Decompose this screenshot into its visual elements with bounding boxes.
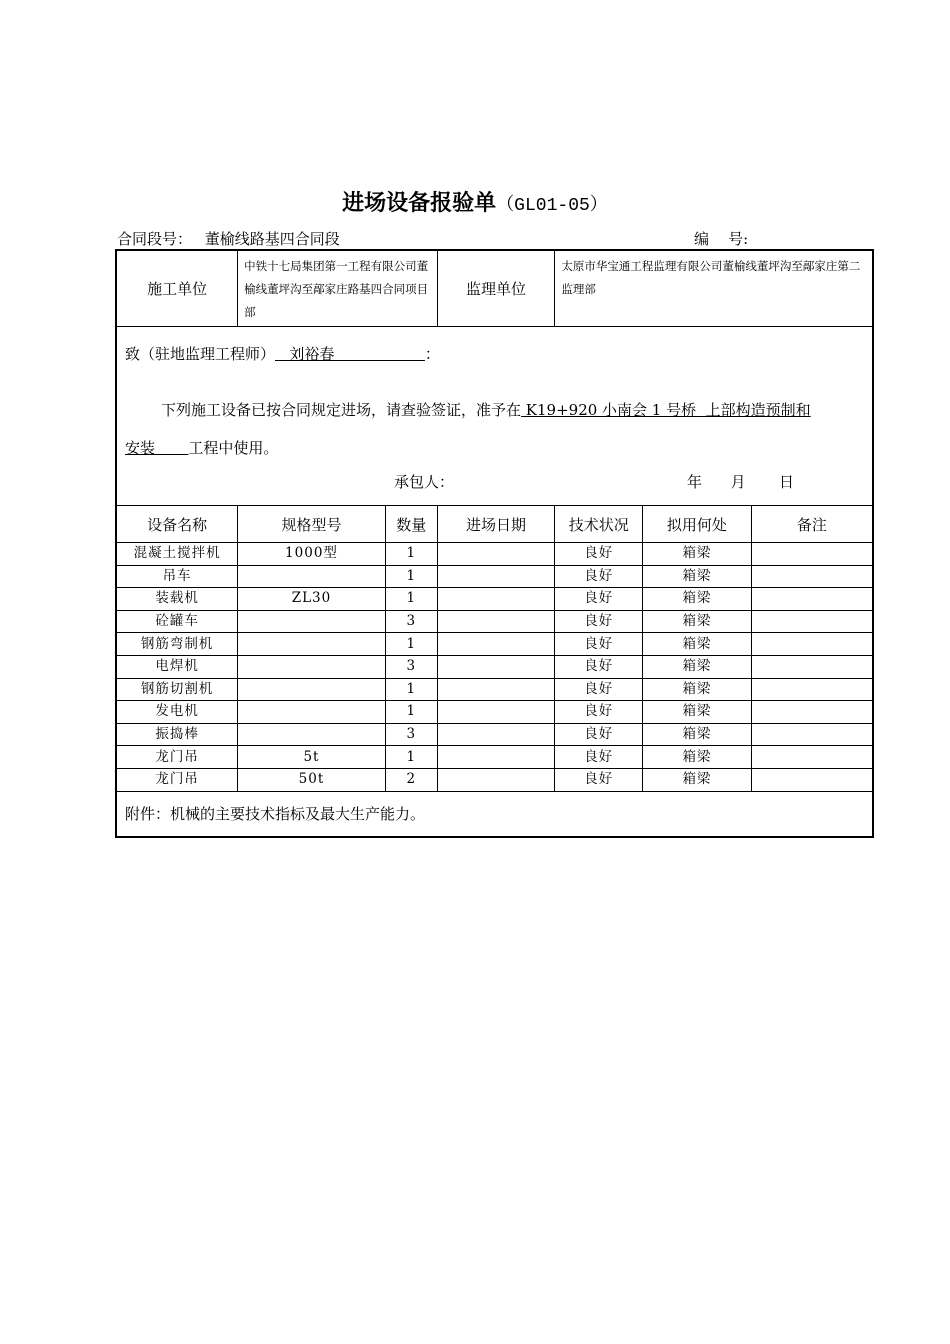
addressee-line (125, 343, 440, 364)
cell-quantity: 1 (385, 746, 437, 769)
work-location-continued: 安装 (125, 439, 189, 457)
contract-value: 董榆线路基四合同段 (204, 230, 340, 248)
cell-entry-date (437, 701, 555, 724)
cell-quantity: 1 (385, 633, 437, 656)
request-letter (116, 327, 873, 506)
header-condition: 技术状况 (555, 506, 643, 543)
cell-condition: 良好 (555, 701, 643, 724)
cell-entry-date (437, 768, 555, 791)
cell-intended-use: 箱梁 (643, 723, 752, 746)
request-body-continued (125, 437, 278, 458)
cell-intended-use: 箱梁 (643, 588, 752, 611)
header-quantity: 数量 (385, 506, 437, 543)
date-field: 年 月 日 (687, 473, 794, 491)
contract-section (117, 228, 340, 249)
cell-intended-use: 箱梁 (643, 543, 752, 566)
cell-condition: 良好 (555, 746, 643, 769)
cell-remarks (751, 655, 873, 678)
cell-quantity: 1 (385, 565, 437, 588)
cell-model: ZL30 (238, 588, 386, 611)
supervisor-label: 监理单位 (437, 250, 555, 327)
contractor-value: 中铁十七局集团第一工程有限公司董榆线董坪沟至鄗家庄路基四合同项目部 (238, 250, 438, 327)
cell-remarks (751, 610, 873, 633)
cell-condition: 良好 (555, 678, 643, 701)
cell-quantity: 1 (385, 543, 437, 566)
cell-equipment-name: 龙门吊 (116, 746, 238, 769)
cell-condition: 良好 (555, 565, 643, 588)
cell-intended-use: 箱梁 (643, 701, 752, 724)
request-body (161, 399, 811, 420)
table-row (116, 746, 873, 769)
cell-intended-use: 箱梁 (643, 565, 752, 588)
table-row (116, 588, 873, 611)
cell-intended-use: 箱梁 (643, 633, 752, 656)
cell-entry-date (437, 588, 555, 611)
addressee-suffix: ： (424, 345, 440, 363)
cell-equipment-name: 龙门吊 (116, 768, 238, 791)
cell-remarks (751, 746, 873, 769)
inspection-form-table (115, 249, 874, 838)
table-row (116, 565, 873, 588)
addressee-prefix: 致（驻地监理工程师） (125, 345, 276, 363)
cell-remarks (751, 565, 873, 588)
cell-intended-use: 箱梁 (643, 768, 752, 791)
table-row (116, 701, 873, 724)
header-equipment-name: 设备名称 (116, 506, 238, 543)
cell-model: 50t (238, 768, 386, 791)
cell-remarks (751, 701, 873, 724)
cell-quantity: 1 (385, 701, 437, 724)
engineer-name: 刘裕春 (275, 345, 425, 363)
cell-equipment-name: 钢筋切割机 (116, 678, 238, 701)
cell-remarks (751, 543, 873, 566)
cell-equipment-name: 发电机 (116, 701, 238, 724)
cell-model (238, 565, 386, 588)
table-row (116, 678, 873, 701)
cell-intended-use: 箱梁 (643, 746, 752, 769)
cell-condition: 良好 (555, 588, 643, 611)
equipment-header-row (116, 506, 873, 543)
cell-equipment-name: 钢筋弯制机 (116, 633, 238, 656)
cell-entry-date (437, 655, 555, 678)
table-row (116, 543, 873, 566)
cell-model (238, 610, 386, 633)
cell-remarks (751, 723, 873, 746)
cell-condition: 良好 (555, 543, 643, 566)
header-remarks: 备注 (751, 506, 873, 543)
cell-remarks (751, 633, 873, 656)
cell-condition: 良好 (555, 610, 643, 633)
contractor-label: 施工单位 (116, 250, 238, 327)
header-intended-use: 拟用何处 (643, 506, 752, 543)
cell-equipment-name: 振捣棒 (116, 723, 238, 746)
cell-equipment-name: 装载机 (116, 588, 238, 611)
header-model: 规格型号 (238, 506, 386, 543)
number-label: 编 号: (694, 230, 749, 248)
cell-quantity: 3 (385, 655, 437, 678)
cell-remarks (751, 768, 873, 791)
table-row (116, 610, 873, 633)
cell-model: 1000型 (238, 543, 386, 566)
cell-equipment-name: 吊车 (116, 565, 238, 588)
supervisor-value: 太原市华宝通工程监理有限公司董榆线董坪沟至鄗家庄第二监理部 (555, 250, 873, 327)
contractor-signature: 承包人： (394, 473, 455, 491)
cell-model (238, 701, 386, 724)
cell-quantity: 1 (385, 678, 437, 701)
cell-model (238, 633, 386, 656)
equipment-rows (116, 543, 873, 792)
table-row (116, 768, 873, 791)
table-row (116, 633, 873, 656)
table-row (116, 655, 873, 678)
cell-intended-use: 箱梁 (643, 610, 752, 633)
cell-quantity: 3 (385, 610, 437, 633)
document-title (0, 186, 950, 217)
contract-label: 合同段号： (117, 230, 193, 248)
cell-model (238, 678, 386, 701)
table-row (116, 723, 873, 746)
title-main: 进场设备报验单 (342, 190, 497, 216)
cell-entry-date (437, 633, 555, 656)
cell-equipment-name: 混凝土搅拌机 (116, 543, 238, 566)
cell-condition: 良好 (555, 768, 643, 791)
cell-condition: 良好 (555, 633, 643, 656)
cell-quantity: 1 (385, 588, 437, 611)
cell-model (238, 723, 386, 746)
cell-entry-date (437, 565, 555, 588)
cell-remarks (751, 588, 873, 611)
cell-entry-date (437, 543, 555, 566)
cell-model (238, 655, 386, 678)
cell-entry-date (437, 746, 555, 769)
cell-entry-date (437, 610, 555, 633)
work-location: K19+920 小南会 1 号桥 上部构造预制和 (521, 401, 811, 419)
cell-entry-date (437, 678, 555, 701)
cell-entry-date (437, 723, 555, 746)
cell-quantity: 2 (385, 768, 437, 791)
title-code: （GL01-05） (496, 196, 608, 216)
request-body-suffix: 工程中使用。 (188, 439, 279, 457)
cell-equipment-name: 砼罐车 (116, 610, 238, 633)
header-entry-date: 进场日期 (437, 506, 555, 543)
cell-remarks (751, 678, 873, 701)
request-body-prefix: 下列施工设备已按合同规定进场，请查验签证，准予在 (161, 401, 522, 419)
cell-intended-use: 箱梁 (643, 655, 752, 678)
cell-condition: 良好 (555, 723, 643, 746)
cell-model: 5t (238, 746, 386, 769)
cell-equipment-name: 电焊机 (116, 655, 238, 678)
attachment-note: 附件：机械的主要技术指标及最大生产能力。 (116, 791, 873, 837)
cell-intended-use: 箱梁 (643, 678, 752, 701)
cell-condition: 良好 (555, 655, 643, 678)
cell-quantity: 3 (385, 723, 437, 746)
